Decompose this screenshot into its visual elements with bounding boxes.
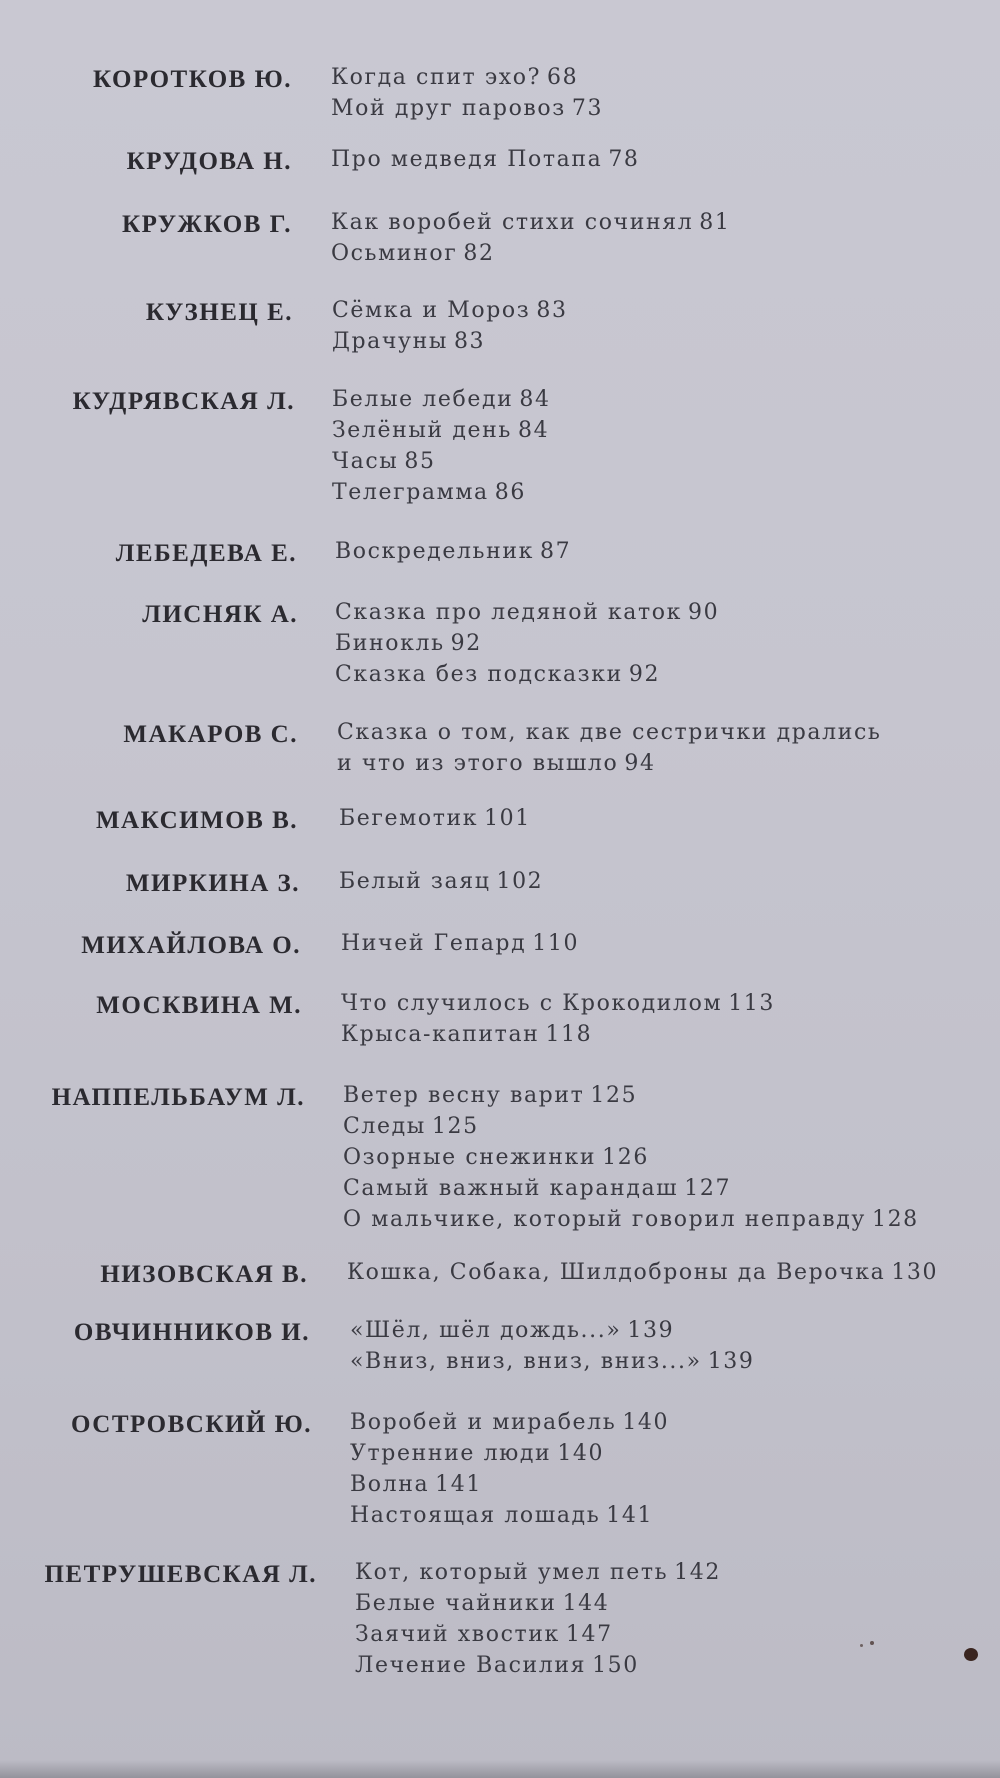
works-list — [341, 928, 579, 959]
work-item — [350, 1315, 754, 1346]
work-item — [332, 326, 568, 357]
work-title: О мальчике, который говорил неправду — [343, 1207, 866, 1232]
page-number: 83 — [453, 329, 486, 354]
work-title: Как воробей стихи сочинял — [331, 210, 694, 235]
page-number: 141 — [606, 1503, 654, 1528]
page-number: 84 — [519, 387, 551, 412]
page-number: 118 — [545, 1022, 593, 1047]
works-list — [332, 384, 551, 508]
ink-speck — [870, 1641, 874, 1645]
work-title: Озорные снежинки — [343, 1145, 597, 1170]
work-item — [332, 384, 551, 415]
page-number: 139 — [627, 1318, 675, 1343]
page-number: 147 — [565, 1622, 613, 1647]
work-item — [343, 1142, 919, 1173]
works-list — [350, 1315, 754, 1377]
works-list — [339, 803, 531, 834]
page-number: 92 — [450, 631, 482, 656]
page-number: 141 — [435, 1472, 482, 1497]
work-title: Что случилось с Крокодилом — [341, 991, 723, 1016]
page-number: 92 — [628, 662, 661, 687]
work-item — [341, 988, 775, 1019]
work-title: Сёмка и Мороз — [332, 298, 531, 323]
works-list — [335, 536, 571, 567]
work-title: Мой друг паровоз — [331, 96, 566, 121]
work-item — [355, 1588, 721, 1619]
work-item — [343, 1204, 919, 1235]
author-name: МИХАЙЛОВА О. — [81, 932, 301, 959]
work-item — [350, 1469, 669, 1500]
work-item — [331, 238, 730, 269]
work-item — [355, 1557, 721, 1588]
page-number: 130 — [891, 1260, 939, 1285]
work-title: Осьминог — [331, 241, 458, 266]
author-name: МОСКВИНА М. — [96, 992, 302, 1019]
page-number: 139 — [707, 1349, 755, 1374]
page-number: 127 — [684, 1176, 732, 1201]
work-title: Воробей и мирабель — [350, 1410, 617, 1435]
author-name: МИРКИНА З. — [125, 870, 300, 897]
work-item — [350, 1500, 669, 1531]
work-title: Сказка без подсказки — [335, 662, 623, 687]
work-title: Телеграмма — [332, 480, 489, 505]
work-item — [341, 928, 579, 959]
works-list — [332, 295, 568, 357]
work-title: Про медведя Потапа — [331, 147, 603, 172]
work-item — [332, 446, 551, 477]
work-title: Утренние люди — [350, 1441, 552, 1466]
author-name: НАППЕЛЬБАУМ Л. — [51, 1084, 305, 1111]
work-title: Бегемотик — [339, 806, 479, 831]
page-number: 81 — [699, 210, 731, 235]
page-number: 82 — [463, 241, 495, 266]
work-item — [332, 477, 551, 508]
page-number: 84 — [517, 418, 550, 443]
author-name: ОВЧИННИКОВ И. — [73, 1319, 310, 1346]
page-number: 94 — [624, 751, 656, 776]
works-list — [335, 597, 719, 690]
work-title: Бинокль — [335, 631, 445, 656]
work-title: Белые чайники — [355, 1591, 557, 1616]
work-title: Белый заяц — [339, 869, 491, 894]
work-item — [350, 1407, 669, 1438]
work-item — [339, 803, 531, 834]
author-name: ЛИСНЯК А. — [142, 601, 298, 628]
page-number: 128 — [871, 1207, 919, 1232]
work-title: Волна — [350, 1472, 430, 1497]
work-title: Ничей Гепард — [341, 931, 527, 956]
page-number: 85 — [404, 449, 436, 474]
works-list — [347, 1257, 938, 1288]
work-item — [335, 628, 719, 659]
work-title: Самый важный карандаш — [343, 1176, 679, 1201]
author-name: КУЗНЕЦ Е. — [145, 299, 293, 326]
page-number: 90 — [687, 600, 720, 625]
work-item — [335, 536, 571, 567]
page-number: 150 — [592, 1653, 639, 1678]
work-title: Воскредельник — [335, 539, 534, 564]
work-item — [335, 597, 719, 628]
work-item — [343, 1080, 919, 1111]
page-number: 78 — [608, 147, 640, 172]
work-title: Следы — [343, 1114, 426, 1139]
work-item — [347, 1257, 938, 1288]
work-title: Белые лебеди — [332, 387, 514, 412]
work-item — [331, 93, 603, 124]
work-title: Часы — [332, 449, 399, 474]
work-item — [331, 207, 730, 238]
work-title: Драчуны — [332, 329, 448, 354]
work-item — [332, 295, 568, 326]
page-number: 87 — [539, 539, 572, 564]
page-number: 125 — [590, 1083, 638, 1108]
work-item — [341, 1019, 775, 1050]
work-title: Крыса-капитан — [341, 1022, 540, 1047]
work-title: Ветер весну варит — [343, 1083, 585, 1108]
ink-speck — [964, 1648, 978, 1661]
ink-speck — [860, 1644, 863, 1647]
work-item — [350, 1438, 669, 1469]
works-list — [343, 1080, 919, 1235]
works-list — [350, 1407, 669, 1531]
works-list — [339, 866, 543, 897]
author-name: ОСТРОВСКИЙ Ю. — [71, 1411, 312, 1438]
page-number: 140 — [557, 1441, 605, 1466]
work-title: Настоящая лошадь — [350, 1503, 601, 1528]
works-list — [331, 62, 603, 124]
work-item — [355, 1619, 721, 1650]
work-item — [355, 1650, 721, 1681]
author-name: КОРОТКОВ Ю. — [93, 66, 292, 93]
work-title: «Вниз, вниз, вниз, вниз...» — [350, 1349, 702, 1374]
work-title: Лечение Василия — [355, 1653, 587, 1678]
page-number: 101 — [484, 806, 531, 831]
work-title: Заячий хвостик — [355, 1622, 560, 1647]
page-number: 113 — [728, 991, 775, 1016]
page-number: 110 — [532, 931, 580, 956]
author-name: НИЗОВСКАЯ В. — [100, 1261, 308, 1288]
author-name: МАКАРОВ С. — [123, 721, 298, 748]
page-number: 144 — [562, 1591, 610, 1616]
author-name: КРУЖКОВ Г. — [121, 211, 292, 238]
page-number: 73 — [571, 96, 604, 121]
work-item — [343, 1173, 919, 1204]
work-title: и что из этого вышло — [337, 751, 619, 776]
author-name: ПЕТРУШЕВСКАЯ Л. — [44, 1561, 317, 1588]
page-number: 83 — [536, 298, 568, 323]
work-title: Кошка, Собака, Шилдоброны да Верочка — [347, 1260, 886, 1285]
work-item — [332, 415, 551, 446]
work-item — [350, 1346, 754, 1377]
work-title: Когда спит эхо? — [331, 65, 542, 90]
page-edge-shadow — [0, 1760, 1000, 1778]
author-name: КРУДОВА Н. — [126, 148, 292, 175]
page-number: 142 — [674, 1560, 721, 1585]
page-number: 125 — [431, 1114, 479, 1139]
work-item — [331, 144, 640, 175]
works-list — [337, 717, 881, 779]
work-item — [331, 62, 603, 93]
author-name: МАКСИМОВ В. — [95, 807, 298, 834]
page-number: 126 — [602, 1145, 649, 1170]
author-name: КУДРЯВСКАЯ Л. — [72, 388, 295, 415]
work-title: Сказка про ледяной каток — [335, 600, 682, 625]
work-title: «Шёл, шёл дождь...» — [350, 1318, 622, 1343]
work-title: Кот, который умел петь — [355, 1560, 669, 1585]
page-number: 140 — [622, 1410, 670, 1435]
works-list — [355, 1557, 721, 1681]
page-number: 86 — [494, 480, 526, 505]
work-item — [343, 1111, 919, 1142]
page-number: 102 — [496, 869, 544, 894]
works-list — [331, 207, 730, 269]
work-title: Зелёный день — [332, 418, 512, 443]
works-list — [341, 988, 775, 1050]
works-list — [331, 144, 640, 175]
author-name: ЛЕБЕДЕВА Е. — [115, 540, 297, 567]
work-item — [339, 866, 543, 897]
page-number: 68 — [547, 65, 579, 90]
work-item — [337, 717, 881, 748]
work-item — [337, 748, 881, 779]
work-title: Сказка о том, как две сестрички дрались — [337, 720, 882, 745]
work-item — [335, 659, 719, 690]
